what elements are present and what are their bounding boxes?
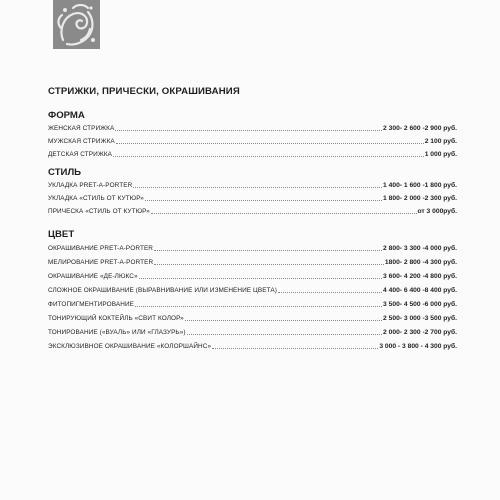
dot-leader [151, 207, 417, 214]
section-heading-color: ЦВЕТ [48, 229, 75, 240]
price-row [48, 313, 457, 324]
service-name: СЛОЖНОЕ ОКРАШИВАНИЕ (ВЫРАВНИВАНИЕ ИЛИ ИЗМЕНЕНИЕ ЦВЕТА) [48, 287, 277, 294]
service-name: МЕЛИРОВАНИЕ PRET-A-PORTER [48, 259, 154, 266]
dot-leader [278, 286, 382, 293]
dot-leader [187, 328, 382, 335]
dot-leader [139, 272, 382, 279]
price-row [48, 193, 457, 204]
dot-leader [154, 258, 384, 265]
service-price: 2 100 руб. [424, 138, 457, 145]
service-price: 2 500- 3 000 -3 500 руб. [383, 315, 457, 322]
ornament-logo-icon [53, 0, 100, 49]
service-price: 3 000 - 3 800 - 4 300 руб. [379, 343, 457, 350]
service-name: УКЛАДКА «СТИЛЬ ОТ КУТЮР» [48, 195, 144, 202]
service-name: ЖЕНСКАЯ СТРИЖКА [48, 125, 115, 132]
dot-leader [116, 137, 424, 144]
service-price: 2 300- 2 600 -2 900 руб. [383, 125, 457, 132]
service-name: МУЖСКАЯ СТРИЖКА [48, 138, 115, 145]
price-row [48, 327, 457, 338]
price-row [48, 149, 457, 160]
section-heading-form: ФОРМА [48, 110, 85, 121]
service-price: 1800- 2 800 -4 300 руб. [384, 259, 457, 266]
dot-leader [145, 194, 382, 201]
service-name: ТОНИРОВАНИЕ («ВУАЛЬ» ИЛИ «ГЛАЗУРЬ») [48, 329, 186, 336]
dot-leader [135, 300, 382, 307]
dot-leader [185, 314, 382, 321]
dot-leader [212, 342, 378, 349]
price-row [48, 285, 457, 296]
dot-leader [133, 181, 382, 188]
page-title: СТРИЖКИ, ПРИЧЕСКИ, ОКРАШИВАНИЯ [48, 86, 240, 97]
service-price: 1 800- 2 000 -2 300 руб. [383, 195, 457, 202]
service-name: ЭКСКЛЮЗИВНОЕ ОКРАШИВАНИЕ «КОЛОРШАЙНС» [48, 343, 212, 350]
price-row [48, 271, 457, 282]
service-price: 2 000- 2 300 -2 700 руб. [383, 329, 457, 336]
service-price: 3 500- 4 500 -6 000 руб. [383, 301, 457, 308]
dot-leader [113, 150, 424, 157]
price-row [48, 136, 457, 147]
service-price: 2 800- 3 300 -4 000 руб. [383, 245, 457, 252]
service-name: ФИТОПИГМЕНТИРОВАНИЕ [48, 301, 135, 308]
service-name: ОКРАШИВАНИЕ «ДЕ-ЛЮКС» [48, 273, 138, 280]
service-name: ОКРАШИВАНИЕ PRET-A-PORTER [48, 245, 154, 252]
price-row [48, 123, 457, 134]
service-price: 1 400- 1 600 -1 800 руб. [383, 182, 457, 189]
dot-leader [115, 124, 382, 131]
service-price: 1 000 руб. [424, 151, 457, 158]
price-row [48, 341, 457, 352]
service-price: от 3 000руб. [417, 208, 457, 215]
price-row [48, 180, 457, 191]
price-row [48, 299, 457, 310]
service-name: УКЛАДКА PRET-A-PORTER [48, 182, 133, 189]
service-name: ПРИЧЕСКА «СТИЛЬ ОТ КУТЮР» [48, 208, 150, 215]
service-name: ТОНИРУЮЩИЙ КОКТЕЙЛЬ «СВИТ КОЛОР» [48, 315, 184, 322]
service-price: 3 600- 4 200 -4 800 руб. [383, 273, 457, 280]
price-row [48, 206, 457, 217]
service-price: 4 400- 6 400 -8 400 руб. [383, 287, 457, 294]
price-row [48, 257, 457, 268]
price-row [48, 243, 457, 254]
section-heading-style: СТИЛЬ [48, 167, 82, 178]
service-name: ДЕТСКАЯ СТРИЖКА [48, 151, 113, 158]
dot-leader [154, 244, 382, 251]
